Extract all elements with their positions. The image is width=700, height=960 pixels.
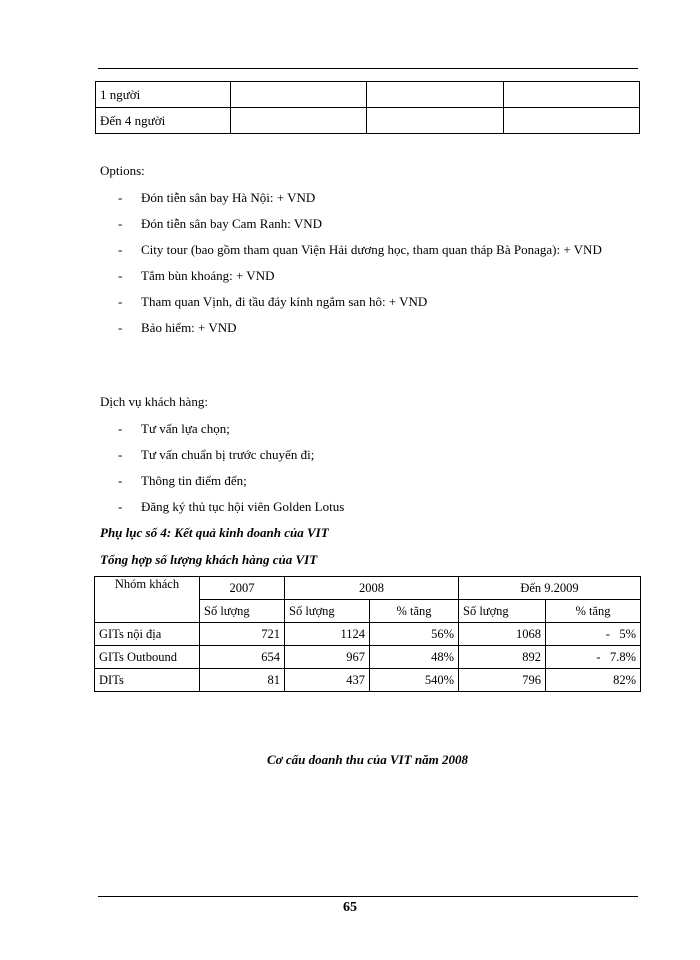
- appendix-title: Phụ lục số 4: Kết quả kinh doanh của VIT: [100, 525, 329, 540]
- table-cell: 1 người: [96, 82, 231, 108]
- table-header-row: [95, 577, 641, 600]
- services-list: [100, 420, 632, 524]
- value-cell: 1068: [459, 623, 546, 646]
- list-item: - Tư vấn lựa chọn;: [118, 421, 230, 436]
- table-cell: [231, 108, 367, 134]
- services-heading: Dịch vụ khách hàng:: [100, 394, 208, 409]
- value-cell: - 5%: [546, 623, 641, 646]
- list-item: - Đón tiễn sân bay Cam Ranh: VND: [118, 216, 323, 231]
- header-group: Nhóm khách: [95, 577, 200, 623]
- group-cell: DITs: [95, 669, 200, 692]
- value-cell: - 7.8%: [546, 646, 641, 669]
- page-number: 65: [343, 900, 357, 915]
- options-heading: Options:: [100, 163, 145, 178]
- value-cell: 721: [200, 623, 285, 646]
- table-row: [95, 669, 641, 692]
- list-item: - Đăng ký thủ tục hội viên Golden Lotus: [118, 499, 345, 514]
- list-item: - Tham quan Vịnh, đi tầu đáy kính ngắm san hô: + VND: [118, 294, 428, 309]
- subheader-cell: % tăng: [546, 600, 641, 623]
- value-cell: 437: [285, 669, 370, 692]
- table-row: [95, 623, 641, 646]
- footer-rule: [98, 896, 638, 897]
- subheader-cell: Số lượng: [459, 600, 546, 623]
- table-cell: [231, 82, 367, 108]
- value-cell: 48%: [370, 646, 459, 669]
- value-cell: 56%: [370, 623, 459, 646]
- subheader-cell: Số lượng: [285, 600, 370, 623]
- table-cell: Đến 4 người: [96, 108, 231, 134]
- table-row: [95, 646, 641, 669]
- revenue-title: Cơ cấu doanh thu của VIT năm 2008: [267, 752, 468, 767]
- customer-table: [94, 576, 641, 692]
- list-item: - Thông tin điểm đến;: [118, 473, 247, 488]
- list-item: - Bảo hiểm: + VND: [118, 320, 237, 335]
- value-cell: 1124: [285, 623, 370, 646]
- table-cell: [503, 82, 639, 108]
- header-rule: [98, 68, 638, 69]
- subheader-cell: Số lượng: [200, 600, 285, 623]
- value-cell: 892: [459, 646, 546, 669]
- list-item: - City tour (bao gồm tham quan Viện Hải dương học, tham quan tháp Bà Ponaga): + VND: [118, 242, 602, 257]
- options-list: [100, 189, 632, 345]
- header-2007: 2007: [200, 577, 285, 600]
- value-cell: 796: [459, 669, 546, 692]
- list-item: - Đón tiễn sân bay Hà Nội: + VND: [118, 190, 316, 205]
- list-item: - Tư vấn chuẩn bị trước chuyến đi;: [118, 447, 315, 462]
- price-table: [95, 81, 640, 134]
- value-cell: 967: [285, 646, 370, 669]
- subheader-cell: % tăng: [370, 600, 459, 623]
- value-cell: 654: [200, 646, 285, 669]
- value-cell: 540%: [370, 669, 459, 692]
- table-cell: [503, 108, 639, 134]
- table-row: [96, 82, 640, 108]
- header-2009: Đến 9.2009: [459, 577, 641, 600]
- customer-table-title: Tổng hợp số lượng khách hàng của VIT: [100, 552, 318, 567]
- list-item: - Tắm bùn khoáng: + VND: [118, 268, 275, 283]
- group-cell: GITs Outbound: [95, 646, 200, 669]
- table-row: [96, 108, 640, 134]
- value-cell: 82%: [546, 669, 641, 692]
- group-cell: GITs nội địa: [95, 623, 200, 646]
- table-cell: [367, 82, 503, 108]
- header-2008: 2008: [285, 577, 459, 600]
- table-cell: [367, 108, 503, 134]
- value-cell: 81: [200, 669, 285, 692]
